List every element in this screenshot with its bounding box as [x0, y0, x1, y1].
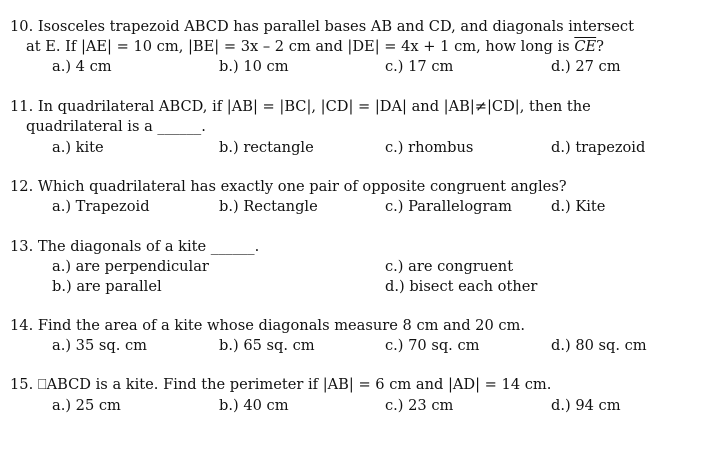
q15-option-a: a.) 25 cm: [52, 397, 121, 414]
q12-option-a: a.) Trapezoid: [52, 198, 150, 215]
q11-option-c: c.) rhombus: [385, 139, 474, 156]
q10-option-a: a.) 4 cm: [52, 58, 112, 75]
q10-option-b: b.) 10 cm: [219, 58, 289, 75]
q14-option-a: a.) 35 sq. cm: [52, 337, 148, 354]
q13-option-a: a.) are perpendicular: [52, 258, 209, 275]
q11-option-d: d.) trapezoid: [551, 139, 646, 156]
q11-option-b: b.) rectangle: [219, 139, 314, 156]
question-13-text: 13. The diagonals of a kite ______.: [10, 238, 260, 255]
question-15-text: 15. ⎕ABCD is a kite. Find the perimeter if |AB| = 6 cm and |AD| = 14 cm.: [10, 376, 552, 393]
q13-option-d: d.) bisect each other: [385, 278, 538, 295]
question-10-text: 10. Isosceles trapezoid ABCD has parallel bases AB and CD, and diagonals intersect: [10, 18, 634, 35]
question-10-question-mark: ?: [596, 38, 604, 55]
question-12-text: 12. Which quadrilateral has exactly one pair of opposite congruent angles?: [10, 178, 567, 195]
q10-option-c: c.) 17 cm: [385, 58, 454, 75]
q13-option-b: b.) are parallel: [52, 278, 162, 295]
question-11-text-cont: quadrilateral is a ______.: [26, 118, 206, 135]
question-10-text-part: at E. If |AE| = 10 cm, |BE| = 3x – 2 cm and |DE| = 4x + 1 cm, how long is: [26, 38, 575, 55]
q12-option-c: c.) Parallelogram: [385, 198, 512, 215]
question-11-text: 11. In quadrilateral ABCD, if |AB| = |BC|, |CD| = |DA| and |AB|≠|CD|, then the: [10, 98, 591, 115]
q11-option-a: a.) kite: [52, 139, 104, 156]
question-10-text-cont: [26, 38, 604, 56]
q15-option-c: c.) 23 cm: [385, 397, 454, 414]
q14-option-b: b.) 65 sq. cm: [219, 337, 315, 354]
q12-option-d: d.) Kite: [551, 198, 606, 215]
q12-option-b: b.) Rectangle: [219, 198, 318, 215]
q13-option-c: c.) are congruent: [385, 258, 514, 275]
q14-option-d: d.) 80 sq. cm: [551, 337, 647, 354]
segment-ce-overline: $\overline{CE}$: [574, 38, 597, 55]
q15-option-d: d.) 94 cm: [551, 397, 621, 414]
question-14-text: 14. Find the area of a kite whose diagonals measure 8 cm and 20 cm.: [10, 317, 526, 334]
q10-option-d: d.) 27 cm: [551, 58, 621, 75]
q14-option-c: c.) 70 sq. cm: [385, 337, 480, 354]
q15-option-b: b.) 40 cm: [219, 397, 289, 414]
